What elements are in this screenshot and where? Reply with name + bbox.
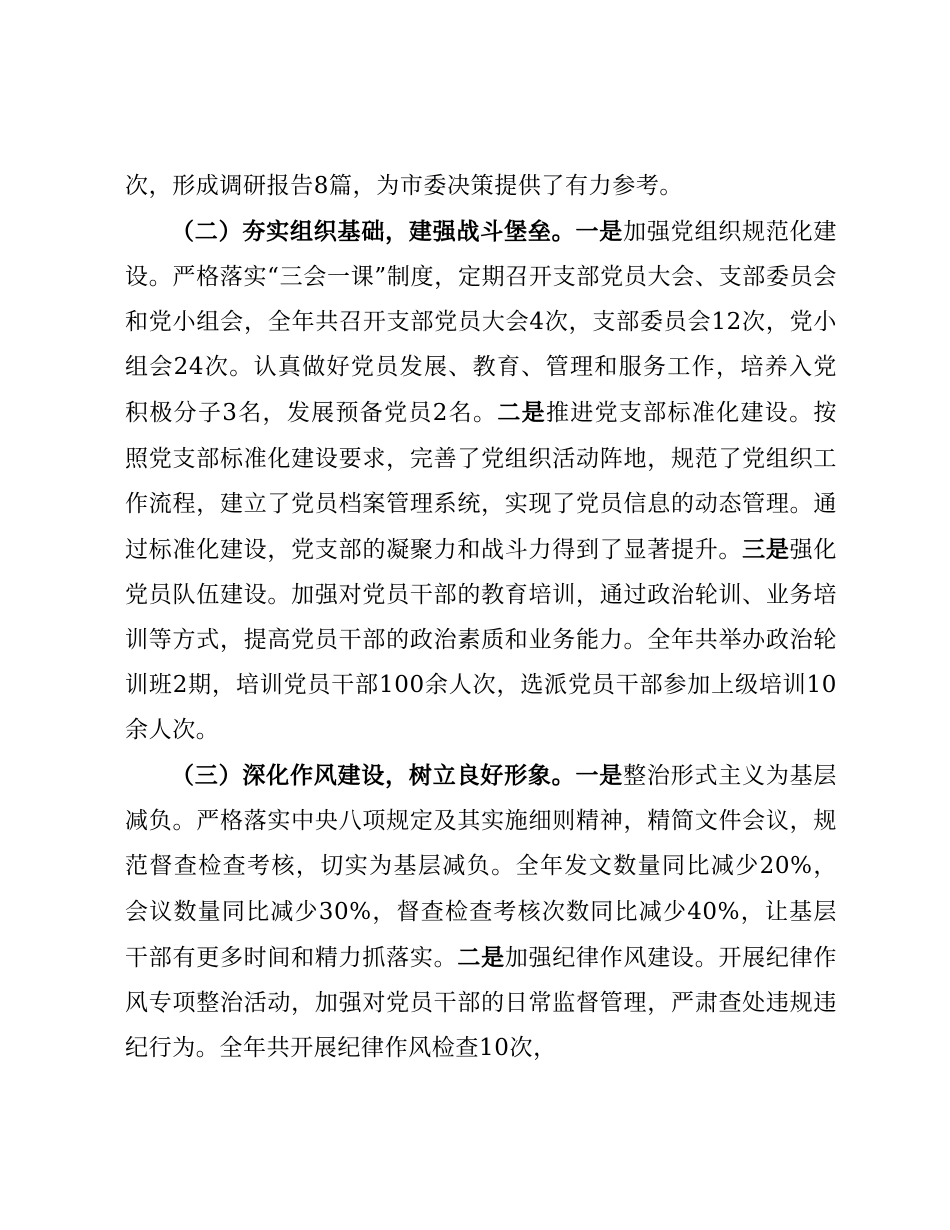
paragraph-work-style — [125, 753, 837, 1071]
lead-marker-2: 二是 — [457, 943, 505, 971]
lead-marker-2: 二是 — [497, 399, 546, 427]
lead-marker-1: 一是 — [575, 762, 624, 790]
paragraph-text: 推进党支部标准化建设。按照党支部标准化建设要求，完善了党组织活动阵地，规范了党组织工作流程，建立了党员档案管理系统，实现了党员信息的动态管理。通过标准化建设，党支部的凝聚力和战斗力得到了显著提升。 — [125, 400, 838, 563]
paragraph-text: 加强党组织规范化建设。严格落实“三会一课”制度，定期召开支部党员大会、支部委员会和党小组会，全年共召开支部党员大会4次，支部委员会12次，党小组会24次。认真做好党员发展、教育、管理和服务工作，培养入党积极分子3名，发展预备党员2名。 — [125, 219, 837, 427]
section-heading-2: （二）夯实组织基础，建强战斗堡垒。 — [171, 218, 576, 246]
paragraph-text: 加强纪律作风建设。开展纪律作风专项整治活动，加强对党员干部的日常监督管理，严肃查处违规违纪行为。全年共开展纪律作风检查10次， — [125, 944, 837, 1061]
paragraph-organization — [125, 209, 837, 753]
lead-marker-3: 三是 — [742, 535, 790, 563]
body-text — [125, 164, 837, 1071]
lead-marker-1: 一是 — [575, 218, 624, 246]
paragraph-text: 次，形成调研报告8篇，为市委决策提供了有力参考。 — [125, 173, 684, 199]
section-heading-3: （三）深化作风建设，树立良好形象。 — [171, 762, 576, 790]
paragraph-continuation — [125, 164, 837, 209]
paragraph-text: 整治形式主义为基层减负。严格落实中央八项规定及其实施细则精神，精简文件会议，规范督查检查考核，切实为基层减负。全年发文数量同比减少20%，会议数量同比减少30%，督查检查考核次数同比减少40%，让基层干部有更多时间和精力抓落实。 — [125, 763, 837, 971]
paragraph-text: 强化党员队伍建设。加强对党员干部的教育培训，通过政治轮训、业务培训等方式，提高党员干部的政治素质和业务能力。全年共举办政治轮训班2期，培训党员干部100余人次，选派党员干部参加上级培训10余人次。 — [125, 536, 837, 744]
